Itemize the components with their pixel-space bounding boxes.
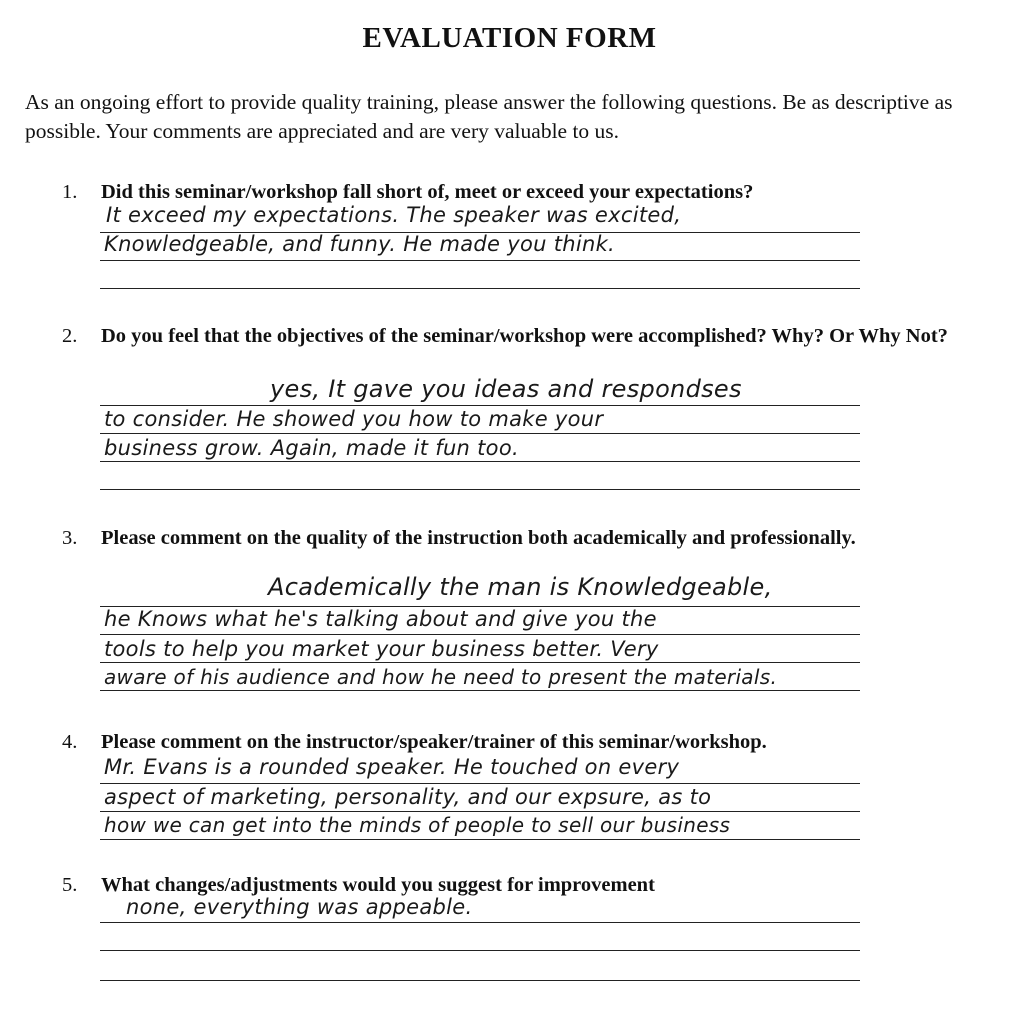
answer-line <box>100 405 860 406</box>
answer-line <box>100 690 860 691</box>
answer-2-line-3: business grow. Again, made it fun too. <box>104 436 519 460</box>
answer-line <box>100 980 860 981</box>
answer-3-line-3: tools to help you market your business better. Very <box>104 637 659 661</box>
answer-1-line-2: Knowledgeable, and funny. He made you think. <box>104 232 616 256</box>
question-3-text: Please comment on the quality of the instruction both academically and professionally. <box>101 527 856 549</box>
question-5-number: 5. <box>62 874 78 896</box>
answer-2-line-1: yes, It gave you ideas and respondses <box>270 375 742 403</box>
question-4-number: 4. <box>62 731 78 753</box>
answer-line <box>100 288 860 289</box>
answer-line <box>100 662 860 663</box>
answer-4-line-1: Mr. Evans is a rounded speaker. He touched on every <box>104 755 680 779</box>
question-2 <box>62 322 1002 350</box>
question-2-text: Do you feel that the objectives of the seminar/workshop were accomplished? Why? Or Why Not? <box>101 325 948 347</box>
question-1 <box>62 178 1002 206</box>
answer-5-line-1: none, everything was appeable. <box>126 895 473 919</box>
answer-line <box>100 922 860 923</box>
answer-line <box>100 489 860 490</box>
answer-line <box>100 260 860 261</box>
question-1-number: 1. <box>62 181 78 203</box>
answer-line <box>100 950 860 951</box>
answer-line <box>100 839 860 840</box>
form-intro: As an ongoing effort to provide quality training, please answer the following questions. Be as descriptive as possible. Your comments are appreciated and are very valuable to us. <box>25 90 953 143</box>
question-4-text: Please comment on the instructor/speaker/trainer of this seminar/workshop. <box>101 731 767 753</box>
question-5-text: What changes/adjustments would you suggest for improvement <box>101 874 655 896</box>
question-3 <box>62 524 1002 552</box>
form-title: EVALUATION FORM <box>362 22 657 54</box>
answer-3-line-2: he Knows what he's talking about and give you the <box>104 607 657 631</box>
answer-line <box>100 634 860 635</box>
answer-4-line-3: how we can get into the minds of people to sell our business <box>104 813 731 837</box>
answer-3-line-1: Academically the man is Knowledgeable, <box>268 573 773 601</box>
question-4 <box>62 728 1002 756</box>
answer-3-line-4: aware of his audience and how he need to present the materials. <box>104 665 778 689</box>
answer-2-line-2: to consider. He showed you how to make your <box>104 407 604 431</box>
question-1-text: Did this seminar/workshop fall short of, meet or exceed your expectations? <box>101 181 754 203</box>
answer-4-line-2: aspect of marketing, personality, and our expsure, as to <box>104 785 712 809</box>
question-2-number: 2. <box>62 325 78 347</box>
answer-line <box>100 811 860 812</box>
answer-line <box>100 461 860 462</box>
answer-line <box>100 783 860 784</box>
answer-1-line-1: It exceed my expectations. The speaker was excited, <box>106 203 682 227</box>
question-3-number: 3. <box>62 527 78 549</box>
answer-line <box>100 433 860 434</box>
